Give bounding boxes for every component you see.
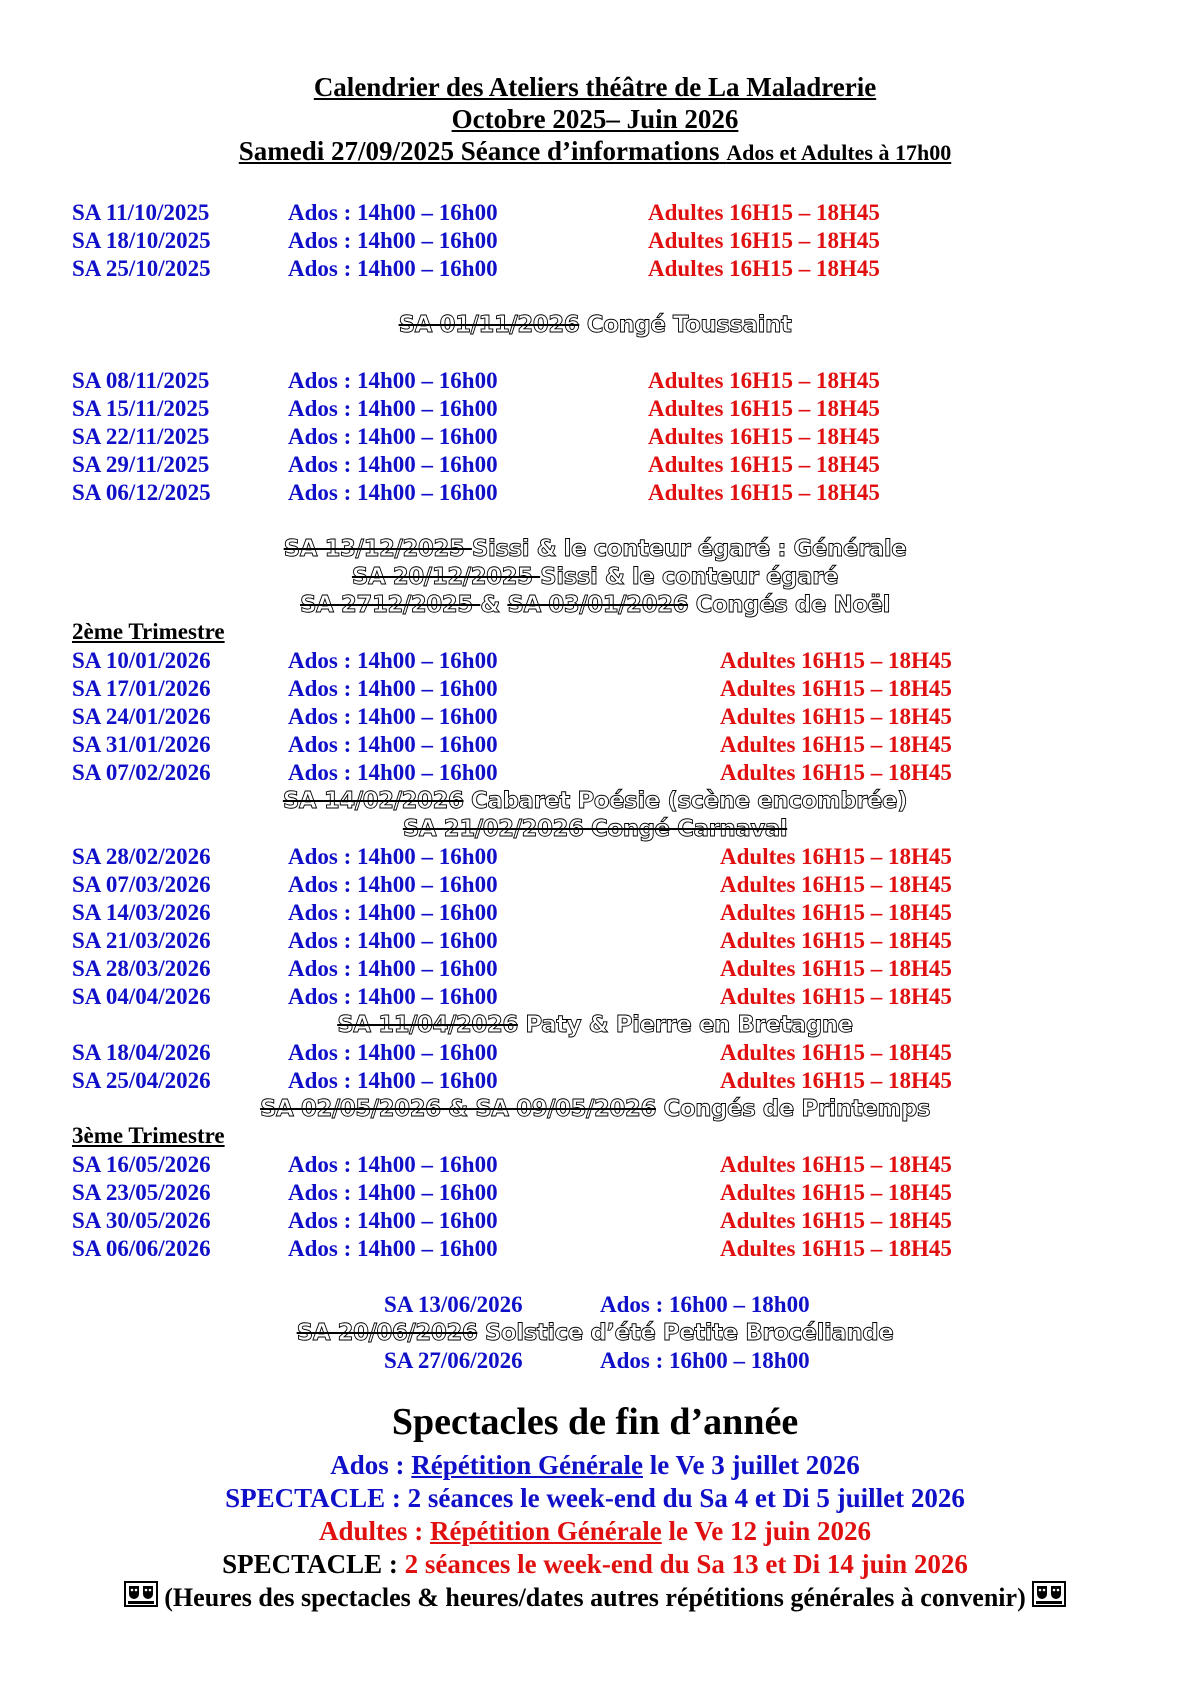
event-note: SA 20/06/2026 Solstice d’été Petite Brocéliande bbox=[296, 1320, 894, 1346]
theater-masks-icon bbox=[1032, 1580, 1066, 1608]
adultes-time: Adultes 16H15 – 18H45 bbox=[648, 480, 880, 505]
session-row bbox=[0, 1039, 1190, 1067]
adultes-time: Adultes 16H15 – 18H45 bbox=[720, 844, 952, 869]
session-row bbox=[0, 395, 1190, 423]
adultes-time: Adultes 16H15 – 18H45 bbox=[720, 732, 952, 757]
adultes-time: Adultes 16H15 – 18H45 bbox=[720, 1068, 952, 1093]
session-date: SA 25/10/2025 bbox=[72, 256, 211, 281]
session-row bbox=[0, 955, 1190, 983]
session-date: SA 16/05/2026 bbox=[72, 1152, 211, 1177]
holiday-note: SA 02/05/2026 & SA 09/05/2026 Congés de Printemps bbox=[259, 1096, 931, 1122]
session-date: SA 23/05/2026 bbox=[72, 1180, 211, 1205]
ados-time: Ados : 14h00 – 16h00 bbox=[288, 1152, 498, 1177]
adultes-time: Adultes 16H15 – 18H45 bbox=[720, 1152, 952, 1177]
session-row bbox=[0, 199, 1190, 227]
session-row bbox=[0, 1235, 1190, 1263]
adultes-time: Adultes 16H15 – 18H45 bbox=[720, 872, 952, 897]
ados-time: Ados : 14h00 – 16h00 bbox=[288, 1040, 498, 1065]
adultes-time: Adultes 16H15 – 18H45 bbox=[720, 676, 952, 701]
session-row bbox=[0, 871, 1190, 899]
session-date: SA 14/03/2026 bbox=[72, 900, 211, 925]
session-date: SA 31/01/2026 bbox=[72, 732, 211, 757]
session-date: SA 07/03/2026 bbox=[72, 872, 211, 897]
session-row bbox=[0, 1151, 1190, 1179]
session-row bbox=[0, 1207, 1190, 1235]
session-row bbox=[0, 479, 1190, 507]
session-row bbox=[0, 703, 1190, 731]
adultes-time: Adultes 16H15 – 18H45 bbox=[720, 900, 952, 925]
session-row bbox=[0, 647, 1190, 675]
adultes-time: Adultes 16H15 – 18H45 bbox=[720, 1208, 952, 1233]
adultes-time: Adultes 16H15 – 18H45 bbox=[720, 760, 952, 785]
info-session: Samedi 27/09/2025 Séance d’informations Ados et Adultes à 17h00 bbox=[238, 136, 952, 166]
session-row bbox=[0, 451, 1190, 479]
session-date: SA 08/11/2025 bbox=[72, 368, 210, 393]
session-date: SA 28/02/2026 bbox=[72, 844, 211, 869]
adultes-time: Adultes 16H15 – 18H45 bbox=[648, 396, 880, 421]
holiday-note: SA 2712/2025 & SA 03/01/2026 Congés de Noël bbox=[299, 592, 891, 618]
end-of-year-title: Spectacles de fin d’année bbox=[391, 1401, 799, 1443]
ados-time: Ados : 14h00 – 16h00 bbox=[288, 228, 498, 253]
session-row bbox=[0, 843, 1190, 871]
session-date: SA 27/06/2026 bbox=[384, 1348, 523, 1373]
adultes-rehearsal-link[interactable]: Répétition Générale bbox=[430, 1516, 662, 1546]
ados-show: SPECTACLE : 2 séances le week-end du Sa 4 et Di 5 juillet 2026 bbox=[225, 1483, 965, 1513]
page-title: Calendrier des Ateliers théâtre de La Maladrerie bbox=[313, 72, 877, 102]
adultes-time: Adultes 16H15 – 18H45 bbox=[648, 368, 880, 393]
ados-time: Ados : 14h00 – 16h00 bbox=[288, 256, 498, 281]
holiday-note: SA 01/11/2026 Congé Toussaint bbox=[398, 312, 792, 338]
ados-time: Ados : 14h00 – 16h00 bbox=[288, 1208, 498, 1233]
event-note: SA 20/12/2025 Sissi & le conteur égaré bbox=[351, 564, 839, 590]
ados-time: Ados : 14h00 – 16h00 bbox=[288, 1068, 498, 1093]
session-date: SA 17/01/2026 bbox=[72, 676, 211, 701]
session-row bbox=[0, 927, 1190, 955]
event-note: SA 14/02/2026 Cabaret Poésie (scène encombrée) bbox=[282, 788, 908, 814]
session-row bbox=[0, 423, 1190, 451]
session-date: SA 24/01/2026 bbox=[72, 704, 211, 729]
ados-time: Ados : 14h00 – 16h00 bbox=[288, 676, 498, 701]
session-date: SA 06/12/2025 bbox=[72, 480, 211, 505]
session-date: SA 10/01/2026 bbox=[72, 648, 211, 673]
adultes-time: Adultes 16H15 – 18H45 bbox=[720, 1040, 952, 1065]
session-row bbox=[0, 899, 1190, 927]
adultes-time: Adultes 16H15 – 18H45 bbox=[720, 648, 952, 673]
ados-time: Ados : 14h00 – 16h00 bbox=[288, 704, 498, 729]
ados-time: Ados : 14h00 – 16h00 bbox=[288, 396, 498, 421]
session-date: SA 15/11/2025 bbox=[72, 396, 210, 421]
session-date: SA 07/02/2026 bbox=[72, 760, 211, 785]
adultes-time: Adultes 16H15 – 18H45 bbox=[720, 956, 952, 981]
event-note: SA 11/04/2026 Paty & Pierre en Bretagne bbox=[337, 1012, 853, 1038]
page-period: Octobre 2025– Juin 2026 bbox=[451, 104, 739, 134]
session-row bbox=[0, 255, 1190, 283]
ados-time: Ados : 14h00 – 16h00 bbox=[288, 1236, 498, 1261]
session-row bbox=[0, 227, 1190, 255]
ados-time: Ados : 14h00 – 16h00 bbox=[288, 368, 498, 393]
adultes-rehearsal: Adultes : Répétition Générale le Ve 12 juin 2026 bbox=[319, 1516, 871, 1546]
session-date: SA 13/06/2026 bbox=[384, 1292, 523, 1317]
june-session-row bbox=[0, 1291, 1190, 1319]
trimestre-3-heading: 3ème Trimestre bbox=[72, 1123, 225, 1148]
ados-time: Ados : 14h00 – 16h00 bbox=[288, 1180, 498, 1205]
trimestre-2-heading: 2ème Trimestre bbox=[72, 619, 225, 644]
session-date: SA 21/03/2026 bbox=[72, 928, 211, 953]
session-row bbox=[0, 759, 1190, 787]
ados-time: Ados : 14h00 – 16h00 bbox=[288, 956, 498, 981]
event-note: SA 13/12/2025 Sissi & le conteur égaré : Générale bbox=[283, 536, 907, 562]
session-date: SA 30/05/2026 bbox=[72, 1208, 211, 1233]
adultes-time: Adultes 16H15 – 18H45 bbox=[648, 424, 880, 449]
session-date: SA 04/04/2026 bbox=[72, 984, 211, 1009]
ados-time: Ados : 14h00 – 16h00 bbox=[288, 760, 498, 785]
session-date: SA 18/10/2025 bbox=[72, 228, 211, 253]
session-date: SA 22/11/2025 bbox=[72, 424, 210, 449]
adultes-time: Adultes 16H15 – 18H45 bbox=[720, 1236, 952, 1261]
session-row bbox=[0, 1067, 1190, 1095]
adultes-time: Adultes 16H15 – 18H45 bbox=[720, 1180, 952, 1205]
ados-time: Ados : 14h00 – 16h00 bbox=[288, 200, 498, 225]
ados-time: Ados : 14h00 – 16h00 bbox=[288, 844, 498, 869]
ados-time: Ados : 14h00 – 16h00 bbox=[288, 928, 498, 953]
ados-time: Ados : 16h00 – 18h00 bbox=[600, 1348, 810, 1373]
adultes-time: Adultes 16H15 – 18H45 bbox=[648, 228, 880, 253]
session-row bbox=[0, 983, 1190, 1011]
adultes-show: SPECTACLE : 2 séances le week-end du Sa 13 et Di 14 juin 2026 bbox=[222, 1549, 968, 1579]
adultes-time: Adultes 16H15 – 18H45 bbox=[648, 452, 880, 477]
adultes-time: Adultes 16H15 – 18H45 bbox=[648, 256, 880, 281]
ados-time: Ados : 14h00 – 16h00 bbox=[288, 480, 498, 505]
session-date: SA 25/04/2026 bbox=[72, 1068, 211, 1093]
ados-time: Ados : 14h00 – 16h00 bbox=[288, 984, 498, 1009]
session-date: SA 11/10/2025 bbox=[72, 200, 210, 225]
june-session-row bbox=[0, 1347, 1190, 1375]
session-row bbox=[0, 367, 1190, 395]
ados-time: Ados : 14h00 – 16h00 bbox=[288, 424, 498, 449]
adultes-time: Adultes 16H15 – 18H45 bbox=[720, 984, 952, 1009]
ados-time: Ados : 14h00 – 16h00 bbox=[288, 648, 498, 673]
session-date: SA 18/04/2026 bbox=[72, 1040, 211, 1065]
ados-time: Ados : 14h00 – 16h00 bbox=[288, 900, 498, 925]
ados-rehearsal-link[interactable]: Répétition Générale bbox=[411, 1450, 643, 1480]
ados-time: Ados : 14h00 – 16h00 bbox=[288, 732, 498, 757]
ados-time: Ados : 14h00 – 16h00 bbox=[288, 452, 498, 477]
holiday-note: SA 21/02/2026 Congé Carnaval bbox=[402, 816, 788, 842]
session-row bbox=[0, 675, 1190, 703]
ados-rehearsal: Ados : Répétition Générale le Ve 3 juillet 2026 bbox=[330, 1450, 860, 1480]
ados-time: Ados : 14h00 – 16h00 bbox=[288, 872, 498, 897]
adultes-time: Adultes 16H15 – 18H45 bbox=[648, 200, 880, 225]
adultes-time: Adultes 16H15 – 18H45 bbox=[720, 928, 952, 953]
session-date: SA 28/03/2026 bbox=[72, 956, 211, 981]
session-row bbox=[0, 731, 1190, 759]
session-row bbox=[0, 1179, 1190, 1207]
ados-time: Ados : 16h00 – 18h00 bbox=[600, 1292, 810, 1317]
session-date: SA 06/06/2026 bbox=[72, 1236, 211, 1261]
footer-note: (Heures des spectacles & heures/dates autres répétitions générales à convenir) bbox=[0, 1580, 1190, 1613]
theater-masks-icon bbox=[124, 1580, 158, 1608]
session-date: SA 29/11/2025 bbox=[72, 452, 210, 477]
adultes-time: Adultes 16H15 – 18H45 bbox=[720, 704, 952, 729]
